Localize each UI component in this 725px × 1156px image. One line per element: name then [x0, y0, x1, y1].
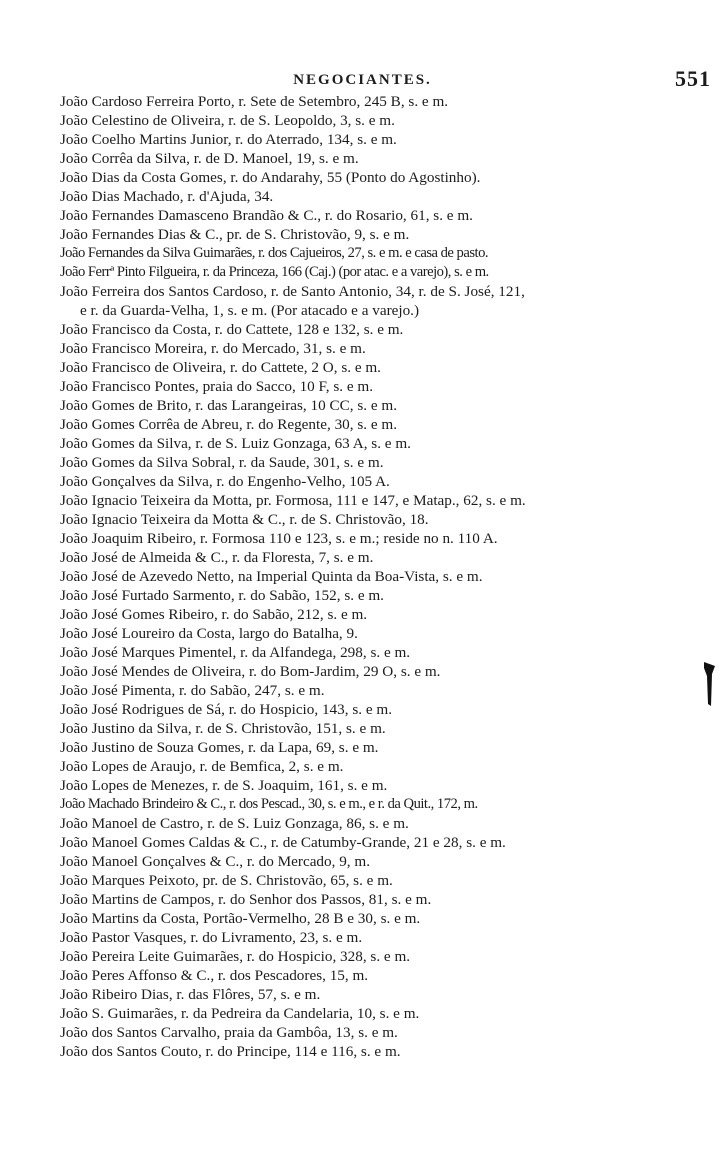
list-item: João Pereira Leite Guimarães, r. do Hospicio, 328, s. e m. [60, 948, 411, 965]
page-number: 551 [675, 66, 711, 91]
list-item: João Francisco Pontes, praia do Sacco, 10 F, s. e m. [60, 378, 374, 395]
list-item: João Gonçalves da Silva, r. do Engenho-Velho, 105 A. [60, 473, 390, 490]
list-item: João Ferrª Pinto Filgueira, r. da Princeza, 166 (Caj.) (por atac. e a varejo), s. e m. [60, 264, 489, 280]
list-item: João Gomes da Silva, r. de S. Luiz Gonzaga, 63 A, s. e m. [60, 435, 411, 452]
list-item: João José Marques Pimentel, r. da Alfandega, 298, s. e m. [60, 644, 411, 661]
list-item: João Corrêa da Silva, r. de D. Manoel, 19, s. e m. [60, 150, 359, 167]
list-item: João Manoel Gomes Caldas & C., r. de Catumby-Grande, 21 e 28, s. e m. [60, 834, 506, 851]
list-item: João Peres Affonso & C., r. dos Pescadores, 15, m. [60, 967, 369, 984]
list-item: João Gomes de Brito, r. das Larangeiras, 10 CC, s. e m. [60, 397, 398, 414]
list-item: João Francisco de Oliveira, r. do Cattete, 2 O, s. e m. [60, 359, 381, 376]
list-item: João Justino da Silva, r. de S. Christovão, 151, s. e m. [60, 720, 386, 737]
list-item: João dos Santos Couto, r. do Principe, 114 e 116, s. e m. [60, 1043, 401, 1060]
list-item: João José Rodrigues de Sá, r. do Hospicio, 143, s. e m. [60, 701, 392, 718]
list-item: João Gomes Corrêa de Abreu, r. do Regente, 30, s. e m. [60, 416, 398, 433]
list-item-continuation: e r. da Guarda-Velha, 1, s. e m. (Por atacado e a varejo.) [80, 302, 420, 319]
list-item: João Manoel de Castro, r. de S. Luiz Gonzaga, 86, s. e m. [60, 815, 409, 832]
list-item: João Francisco Moreira, r. do Mercado, 31, s. e m. [60, 340, 366, 357]
list-item: João Pastor Vasques, r. do Livramento, 23, s. e m. [60, 929, 363, 946]
list-item: João Justino de Souza Gomes, r. da Lapa, 69, s. e m. [60, 739, 379, 756]
list-item: João Francisco da Costa, r. do Cattete, 128 e 132, s. e m. [60, 321, 404, 338]
list-item: João Ignacio Teixeira da Motta, pr. Formosa, 111 e 147, e Matap., 62, s. e m. [60, 492, 526, 509]
list-item: João Lopes de Araujo, r. de Bemfica, 2, s. e m. [60, 758, 344, 775]
list-item: João José Furtado Sarmento, r. do Sabão, 152, s. e m. [60, 587, 384, 604]
list-item: João Gomes da Silva Sobral, r. da Saude, 301, s. e m. [60, 454, 384, 471]
list-item: João Cardoso Ferreira Porto, r. Sete de Setembro, 245 B, s. e m. [60, 93, 449, 110]
list-item: João Joaquim Ribeiro, r. Formosa 110 e 123, s. e m.; reside no n. 110 A. [60, 530, 498, 547]
list-item: João Machado Brindeiro & C., r. dos Pescad., 30, s. e m., e r. da Quit., 172, m. [60, 796, 478, 812]
list-item: João José Loureiro da Costa, largo do Batalha, 9. [60, 625, 358, 642]
list-item: João dos Santos Carvalho, praia da Gambôa, 13, s. e m. [60, 1024, 398, 1041]
list-item: João José Gomes Ribeiro, r. do Sabão, 212, s. e m. [60, 606, 368, 623]
list-item: João Fernandes da Silva Guimarães, r. dos Cajueiros, 27, s. e m. e casa de pasto. [60, 245, 489, 261]
list-item: João Dias Machado, r. d'Ajuda, 34. [60, 188, 274, 205]
margin-ink-mark [703, 660, 717, 708]
list-item: João Coelho Martins Junior, r. do Aterrado, 134, s. e m. [60, 131, 397, 148]
list-item: João José Mendes de Oliveira, r. do Bom-Jardim, 29 O, s. e m. [60, 663, 441, 680]
list-item: João José de Almeida & C., r. da Floresta, 7, s. e m. [60, 549, 374, 566]
section-title: NEGOCIANTES. [293, 72, 432, 88]
list-item: João José Pimenta, r. do Sabão, 247, s. e m. [60, 682, 325, 699]
list-item: João Martins de Campos, r. do Senhor dos Passos, 81, s. e m. [60, 891, 432, 908]
list-item: João Marques Peixoto, pr. de S. Christovão, 65, s. e m. [60, 872, 393, 889]
list-item: João Fernandes Damasceno Brandão & C., r. do Rosario, 61, s. e m. [60, 207, 473, 224]
list-item: João Dias da Costa Gomes, r. do Andarahy, 55 (Ponto do Agostinho). [60, 169, 481, 186]
list-item: João Ferreira dos Santos Cardoso, r. de Santo Antonio, 34, r. de S. José, 121, [60, 283, 525, 300]
list-item: João S. Guimarães, r. da Pedreira da Candelaria, 10, s. e m. [60, 1005, 420, 1022]
merchant-list [60, 92, 710, 1061]
list-item: João Celestino de Oliveira, r. de S. Leopoldo, 3, s. e m. [60, 112, 395, 129]
list-item: João Ignacio Teixeira da Motta & C., r. de S. Christovão, 18. [60, 511, 429, 528]
list-item: João Martins da Costa, Portão-Vermelho, 28 B e 30, s. e m. [60, 910, 421, 927]
list-item: João José de Azevedo Netto, na Imperial Quinta da Boa-Vista, s. e m. [60, 568, 483, 585]
list-item: João Manoel Gonçalves & C., r. do Mercado, 9, m. [60, 853, 371, 870]
list-item: João Fernandes Dias & C., pr. de S. Christovão, 9, s. e m. [60, 226, 410, 243]
list-item: João Ribeiro Dias, r. das Flôres, 57, s. e m. [60, 986, 321, 1003]
list-item: João Lopes de Menezes, r. de S. Joaquim, 161, s. e m. [60, 777, 388, 794]
